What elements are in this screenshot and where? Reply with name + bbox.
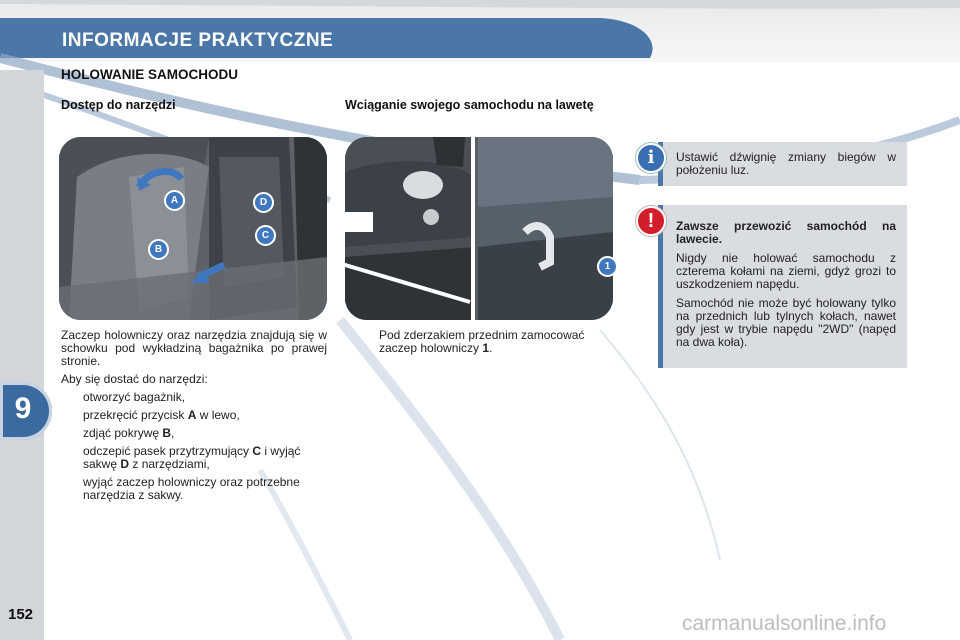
section-title: HOLOWANIE SAMOCHODU	[61, 67, 238, 82]
warning-icon: !	[636, 206, 666, 236]
steps-list	[61, 391, 327, 502]
header-title: INFORMACJE PRAKTYCZNE	[62, 30, 334, 51]
middle-column-text	[357, 329, 615, 360]
trunk-illustration	[59, 137, 327, 320]
callout-b: B	[148, 239, 169, 260]
warning-title: Zawsze przewozić samochód na lawecie.	[676, 219, 896, 246]
left-heading: Dostęp do narzędzi	[61, 98, 176, 112]
car-front-photo	[345, 137, 613, 320]
list-item: zdjąć pokrywę B,	[83, 426, 175, 440]
lead-paragraph: Aby się dostać do narzędzi:	[61, 372, 208, 386]
list-item: Pod zderzakiem przednim zamocować zaczep holowniczy 1.	[379, 328, 585, 355]
watermark: carmanualsonline.info	[682, 612, 887, 635]
middle-heading: Wciąganie swojego samochodu na lawetę	[345, 98, 594, 112]
middle-steps-list	[357, 329, 615, 355]
left-column-text	[61, 329, 327, 507]
list-item: otworzyć bagażnik,	[83, 390, 186, 404]
warning-paragraph-1: Nigdy nie holować samochodu z czterema kołami na ziemi, gdyż grozi to uszkodzeniem napędu.	[676, 251, 896, 291]
trunk-photo	[59, 137, 327, 320]
callout-c: C	[255, 225, 276, 246]
page-number: 152	[8, 606, 34, 623]
info-icon: i	[636, 143, 666, 173]
side-bar	[0, 70, 44, 640]
callout-a: A	[164, 190, 185, 211]
list-item: wyjąć zaczep holowniczy oraz potrzebne narzędzia z sakwy.	[83, 475, 300, 502]
warning-paragraph-2: Samochód nie może być holowany tylko na przednich lub tylnych kołach, nawet gdy jest w trybie napędu "2WD" (napęd na dwa koła).	[676, 296, 896, 349]
list-item: przekręcić przycisk A w lewo,	[83, 408, 240, 422]
callout-1: 1	[597, 256, 618, 277]
callout-d: D	[253, 192, 274, 213]
chapter-number: 9	[14, 392, 32, 425]
info-text: Ustawić dźwignię zmiany biegów w położeniu luz.	[676, 150, 896, 177]
list-item: odczepić pasek przytrzymujący C i wyjąć sakwę D z narzędziami,	[83, 444, 301, 471]
warning-text	[676, 220, 896, 355]
intro-paragraph: Zaczep holowniczy oraz narzędzia znajdują się w schowku pod wykładziną bagażnika po prawej stronie.	[61, 328, 327, 368]
